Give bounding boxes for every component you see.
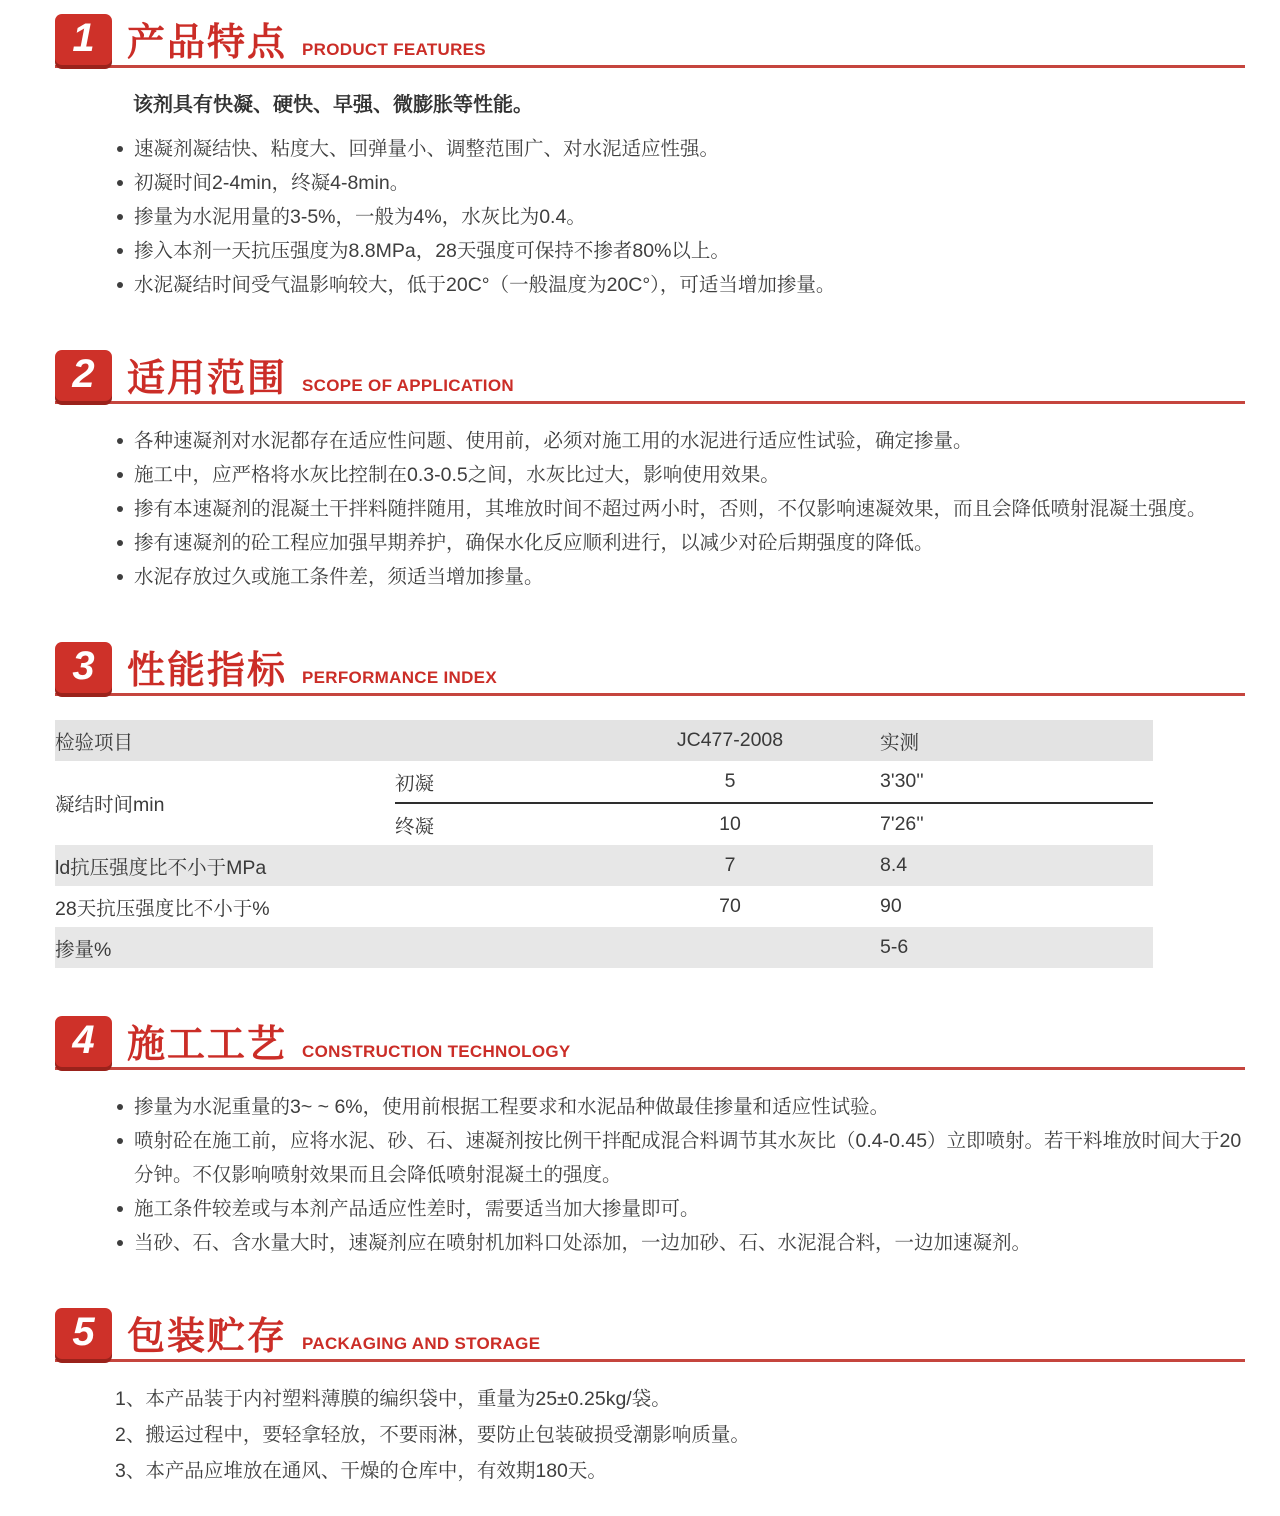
section-body <box>115 88 1245 302</box>
section-number-badge: 4 <box>55 1016 112 1067</box>
section-title-cn: 施工工艺 <box>127 1024 288 1066</box>
packaging-numbered-list <box>115 1382 1245 1488</box>
row-label: 掺量% <box>55 927 580 968</box>
standard-value: 7 <box>580 845 880 886</box>
features-bullet-list <box>115 132 1245 302</box>
section-body <box>115 1382 1245 1488</box>
row-label: 28天抗压强度比不小于% <box>55 897 270 920</box>
measured-value: 5-6 <box>880 927 1153 968</box>
section-header <box>55 1308 1245 1362</box>
section-construction-technology <box>55 1016 1245 1260</box>
standard-value: 10 <box>719 813 741 835</box>
bullet-item: 速凝剂凝结快、粘度大、回弹量小、调整范围广、对水泥适应性强。 <box>115 132 1245 166</box>
section-scope-of-application <box>55 350 1245 594</box>
bullet-item: 初凝时间2-4min，终凝4-8min。 <box>115 166 1245 200</box>
section-title-en: CONSTRUCTION TECHNOLOGY <box>302 1042 571 1061</box>
section-title-en: SCOPE OF APPLICATION <box>302 376 514 395</box>
section-title-en: PACKAGING AND STORAGE <box>302 1334 541 1353</box>
section-product-features <box>55 14 1245 302</box>
table-row-dosage <box>55 927 1153 968</box>
section-performance-index <box>55 642 1245 968</box>
bullet-item: 施工中，应严格将水灰比控制在0.3-0.5之间，水灰比过大，影响使用效果。 <box>115 458 1245 492</box>
standard-value: 70 <box>719 895 741 917</box>
section-header <box>55 350 1245 404</box>
section-number-badge: 5 <box>55 1308 112 1359</box>
measured-value: 3'30'' <box>880 761 1153 803</box>
table-header-standard: JC477-2008 <box>580 720 880 761</box>
bullet-item: 水泥凝结时间受气温影响较大，低于20C°（一般温度为20C°），可适当增加掺量。 <box>115 268 1245 302</box>
bullet-item: 掺有本速凝剂的混凝土干拌料随拌随用，其堆放时间不超过两小时，否则，不仅影响速凝效果，而且会降低喷射混凝土强度。 <box>115 492 1245 526</box>
section-header <box>55 1016 1245 1070</box>
scope-bullet-list <box>115 424 1245 594</box>
section-title-en: PERFORMANCE INDEX <box>302 668 497 687</box>
features-intro: 该剂具有快凝、硬快、早强、微膨胀等性能。 <box>133 94 533 116</box>
standard-value: 5 <box>580 761 880 803</box>
section-number-badge: 1 <box>55 14 112 65</box>
section-number-badge: 3 <box>55 642 112 693</box>
bullet-item: 水泥存放过久或施工条件差，须适当增加掺量。 <box>115 560 1245 594</box>
section-body <box>115 424 1245 594</box>
measured-value: 7'26'' <box>880 813 924 835</box>
bullet-item: 各种速凝剂对水泥都存在适应性问题、使用前，必须对施工用的水泥进行适应性试验，确定掺量。 <box>115 424 1245 458</box>
section-packaging-storage <box>55 1308 1245 1488</box>
numbered-item: 2、搬运过程中，要轻拿轻放，不要雨淋，要防止包装破损受潮影响质量。 <box>115 1424 750 1446</box>
section-number-badge: 2 <box>55 350 112 401</box>
bullet-item: 掺量为水泥重量的3~ ~ 6%，使用前根据工程要求和水泥品种做最佳掺量和适应性试验。 <box>115 1090 1245 1124</box>
setting-time-label: 凝结时间min <box>55 794 165 816</box>
bullet-item: 掺有速凝剂的砼工程应加强早期养护，确保水化反应顺利进行，以减少对砼后期强度的降低。 <box>115 526 1245 560</box>
performance-table <box>55 720 1153 968</box>
numbered-item: 3、本产品应堆放在通风、干燥的仓库中，有效期180天。 <box>115 1460 607 1482</box>
table-row-28d-strength <box>55 886 1153 927</box>
numbered-item: 1、本产品装于内衬塑料薄膜的编织袋中，重量为25±0.25kg/袋。 <box>115 1388 671 1410</box>
bullet-item: 施工条件较差或与本剂产品适应性差时，需要适当加大掺量即可。 <box>115 1192 1245 1226</box>
bullet-item: 当砂、石、含水量大时，速凝剂应在喷射机加料口处添加，一边加砂、石、水泥混合料，一边加速凝剂。 <box>115 1226 1245 1260</box>
table-row-1d-strength <box>55 845 1153 886</box>
table-header-measured: 实测 <box>880 720 1153 761</box>
section-title-cn: 性能指标 <box>127 650 288 692</box>
standard-value <box>580 927 880 968</box>
section-header <box>55 14 1245 68</box>
bullet-item: 喷射砼在施工前，应将水泥、砂、石、速凝剂按比例干拌配成混合料调节其水灰比（0.4-0.45）立即喷射。若干料堆放时间大于20分钟。不仅影响喷射效果而且会降低喷射混凝土的强度。 <box>115 1124 1245 1192</box>
table-row-initial-setting <box>55 761 1153 803</box>
sub-label: 初凝 <box>395 761 580 803</box>
section-header <box>55 642 1245 696</box>
table-header-item: 检验项目 <box>55 720 395 761</box>
sub-label: 终凝 <box>395 815 435 838</box>
section-title-en: PRODUCT FEATURES <box>302 40 486 59</box>
bullet-item: 掺量为水泥用量的3-5%，一般为4%，水灰比为0.4。 <box>115 200 1245 234</box>
section-body <box>115 1090 1245 1260</box>
section-title-cn: 包装贮存 <box>127 1316 288 1358</box>
construction-bullet-list <box>115 1090 1245 1260</box>
measured-value: 90 <box>880 895 902 917</box>
section-title-cn: 产品特点 <box>127 22 288 64</box>
section-title-cn: 适用范围 <box>127 358 288 400</box>
bullet-item: 掺入本剂一天抗压强度为8.8MPa，28天强度可保持不掺者80%以上。 <box>115 234 1245 268</box>
table-header-empty <box>395 720 580 761</box>
row-label: ld抗压强度比不小于MPa <box>55 845 580 886</box>
table-header-row <box>55 720 1153 761</box>
measured-value: 8.4 <box>880 845 1153 886</box>
